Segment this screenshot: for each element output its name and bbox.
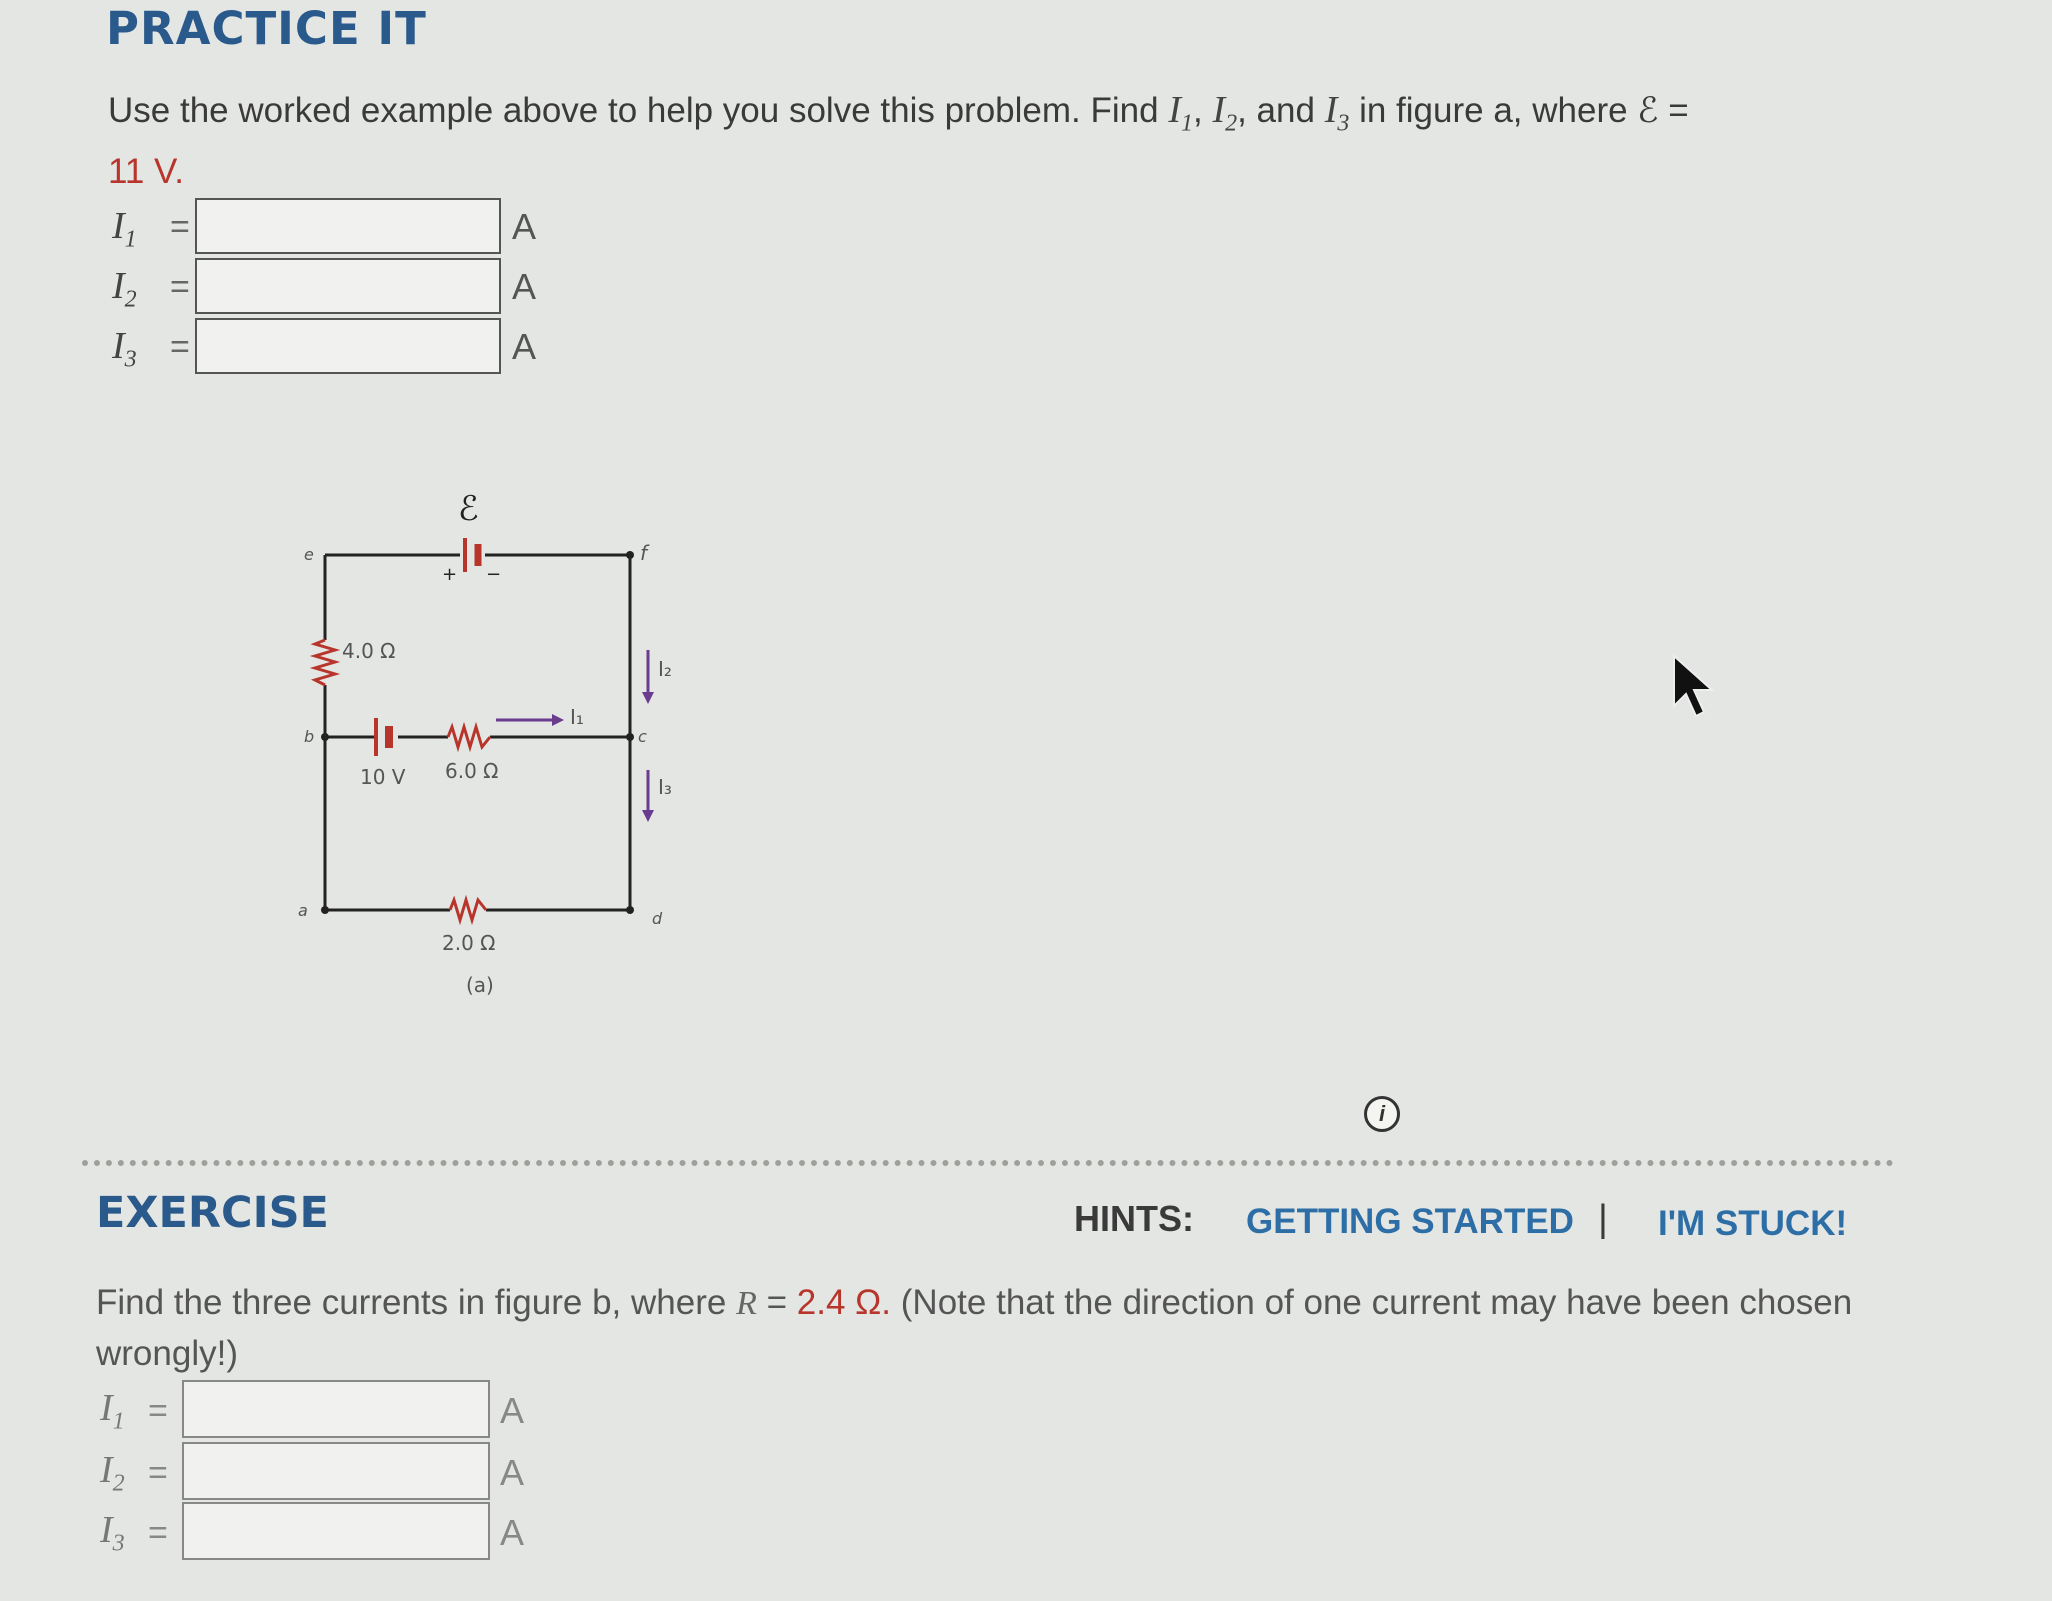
junction-d — [626, 906, 634, 914]
battery-emf — [465, 538, 478, 572]
node-d: d — [652, 909, 663, 928]
circuit-diagram-a — [290, 480, 700, 1020]
r-bottom-label: 2.0 Ω — [442, 931, 496, 955]
practice-i1-label: $I_1$ — [112, 205, 137, 253]
node-a: a — [298, 901, 308, 920]
battery-middle — [376, 718, 389, 756]
exercise-i1-label: $I_1$ — [100, 1387, 125, 1435]
hint-getting-started-link[interactable]: GETTING STARTED — [1246, 1202, 1574, 1241]
emf-label: ℰ — [458, 489, 479, 529]
exercise-i2-label: $I_2$ — [100, 1449, 125, 1497]
section-divider — [82, 1160, 1894, 1166]
practice-i2-input[interactable] — [195, 258, 501, 314]
battery-middle-label: 10 V — [360, 765, 406, 789]
junction-c — [626, 733, 634, 741]
hint-separator: | — [1598, 1198, 1608, 1240]
junction-f — [626, 551, 634, 559]
emf-minus: − — [486, 564, 502, 585]
exercise-i3-equals: = — [148, 1514, 168, 1552]
exercise-i2-equals: = — [148, 1454, 168, 1492]
current-i3-label: I₃ — [658, 775, 672, 799]
hint-im-stuck-link[interactable]: I'M STUCK! — [1658, 1204, 1848, 1243]
practice-i1-equals: = — [170, 208, 190, 246]
practice-i2-unit: A — [512, 266, 537, 307]
practice-i2-label: $I_2$ — [112, 265, 137, 313]
exercise-r-symbol: R — [736, 1285, 757, 1322]
emf-symbol: ℰ — [1637, 91, 1659, 130]
exercise-i1-unit: A — [500, 1390, 525, 1431]
node-f: f — [640, 541, 648, 565]
junction-a — [321, 906, 329, 914]
exercise-i2-unit: A — [500, 1452, 525, 1493]
practice-prompt: Use the worked example above to help you solve this problem. Find $I_1$, $I_2$, and $I_3$ in figure a, where ℰ = 11 V. — [108, 89, 1689, 191]
exercise-i1-equals: = — [148, 1392, 168, 1430]
exercise-i3-label: $I_3$ — [100, 1509, 125, 1557]
arrow-i3-head — [642, 810, 654, 822]
practice-i3-unit: A — [512, 326, 537, 367]
arrow-i2-head — [642, 692, 654, 704]
exercise-r-value: 2.4 Ω. — [796, 1283, 892, 1322]
practice-i2-equals: = — [170, 268, 190, 306]
junction-b — [321, 733, 329, 741]
practice-i3-input[interactable] — [195, 318, 501, 374]
resistor-bottom — [450, 900, 486, 920]
exercise-i3-unit: A — [500, 1512, 525, 1553]
mouse-pointer-icon — [1672, 654, 1716, 718]
practice-i3-label: $I_3$ — [112, 325, 137, 373]
arrow-i1-head — [552, 714, 564, 726]
r-middle-label: 6.0 Ω — [445, 759, 499, 783]
emf-plus: + — [442, 564, 458, 585]
exercise-heading: EXERCISE — [96, 1188, 329, 1238]
current-i1-label: I₁ — [570, 705, 584, 729]
practice-i1-input[interactable] — [195, 198, 501, 254]
practice-i1-unit: A — [512, 206, 537, 247]
exercise-i3-input[interactable] — [182, 1502, 490, 1560]
practice-heading: PRACTICE IT — [106, 2, 427, 55]
exercise-i1-input[interactable] — [182, 1380, 490, 1438]
r-left-label: 4.0 Ω — [342, 639, 396, 663]
resistor-middle — [448, 727, 490, 747]
figure-caption: (a) — [466, 973, 494, 997]
current-i2-label: I₂ — [658, 657, 672, 681]
practice-i3-equals: = — [170, 328, 190, 366]
exercise-prompt: Find the three currents in figure b, where R = 2.4 Ω. (Note that the direction of one current may have been chosen wrongly!) — [96, 1283, 1853, 1373]
node-e: e — [304, 545, 314, 564]
info-icon[interactable]: i — [1364, 1096, 1400, 1132]
emf-value: 11 V. — [108, 151, 184, 191]
hints-label: HINTS: — [1074, 1198, 1194, 1239]
resistor-left — [315, 640, 335, 685]
exercise-i2-input[interactable] — [182, 1442, 490, 1500]
node-b: b — [304, 727, 315, 746]
node-c: c — [638, 727, 647, 746]
